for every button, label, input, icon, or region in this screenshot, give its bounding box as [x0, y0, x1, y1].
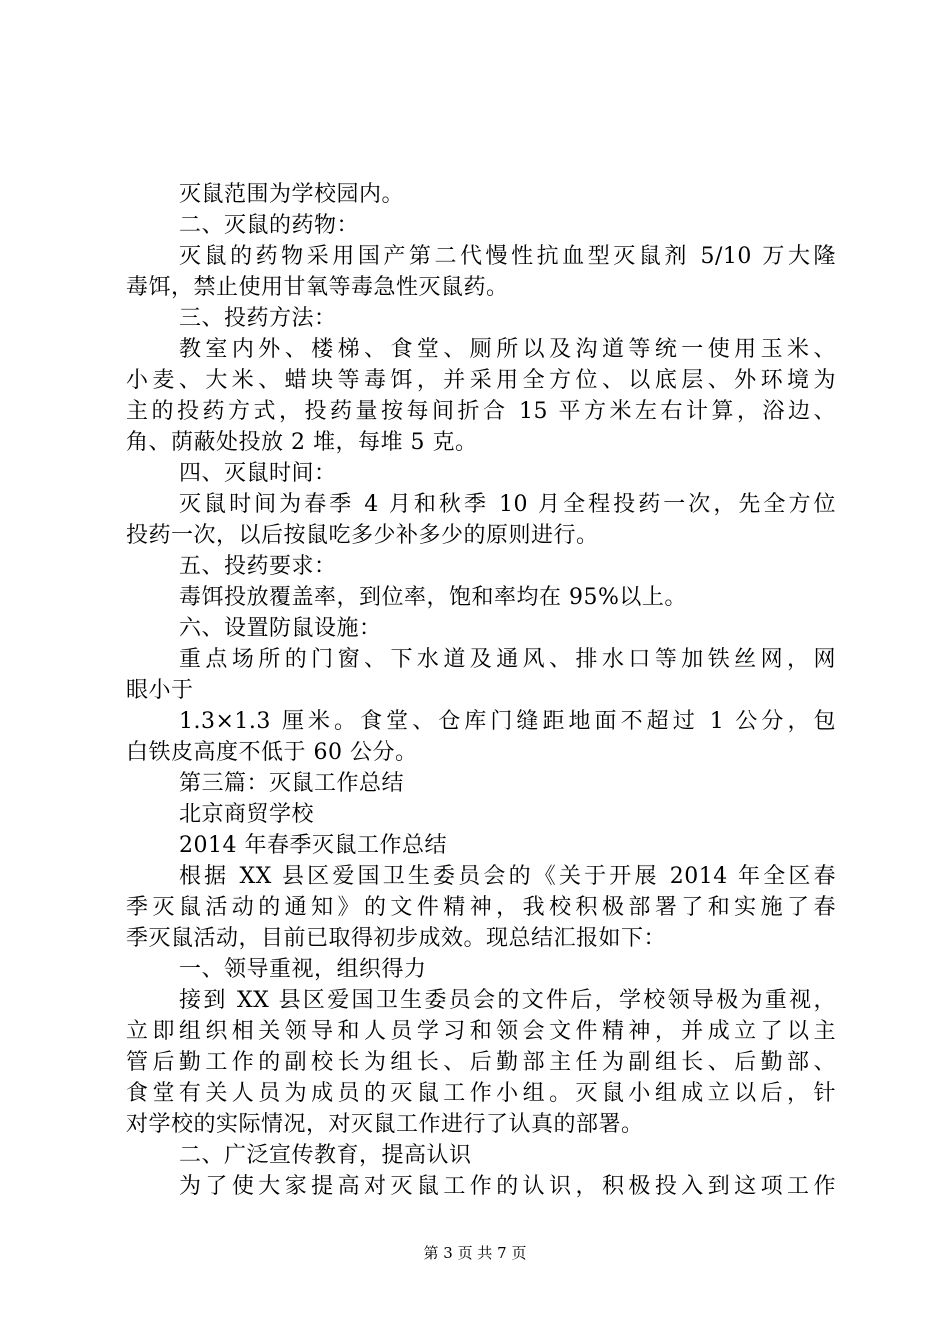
text-line: 管后勤工作的副校长为组长、后勤部主任为副组长、后勤部、: [126, 1050, 836, 1075]
text-line: 灭鼠范围为学校园内。: [179, 182, 405, 207]
text-line: 教室内外、楼梯、食堂、厕所以及沟道等统一使用玉米、: [179, 337, 836, 362]
text-line: 角、荫蔽处投放 2 堆，每堆 5 克。: [126, 430, 478, 455]
text-line: 季灭鼠活动，目前已取得初步成效。现总结汇报如下：: [126, 926, 667, 951]
text-line: 季灭鼠活动的通知》的文件精神，我校积极部署了和实施了春: [126, 895, 836, 920]
report-title: 2014 年春季灭鼠工作总结: [179, 833, 447, 858]
text-line: 灭鼠的药物采用国产第二代慢性抗血型灭鼠剂 5/10 万大隆: [179, 244, 836, 269]
text-line: 立即组织相关领导和人员学习和领会文件精神，并成立了以主: [126, 1019, 836, 1044]
text-line: 灭鼠时间为春季 4 月和秋季 10 月全程投药一次，先全方位: [179, 492, 836, 517]
school-name: 北京商贸学校: [179, 802, 315, 827]
text-line: 毒饵，禁止使用甘氧等毒急性灭鼠药。: [126, 275, 509, 300]
text-line: 白铁皮高度不低于 60 公分。: [126, 740, 418, 765]
section-heading: 五、投药要求：: [179, 554, 337, 579]
section-heading: 六、设置防鼠设施：: [179, 616, 382, 641]
text-line: 食堂有关人员为成员的灭鼠工作小组。灭鼠小组成立以后，针: [126, 1081, 836, 1106]
section-heading: 一、领导重视，组织得力: [179, 957, 427, 982]
text-line: 主的投药方式，投药量按每间折合 15 平方米左右计算，浴边、: [126, 399, 836, 424]
text-line: 重点场所的门窗、下水道及通风、排水口等加铁丝网，网: [179, 647, 836, 672]
text-line: 1.3×1.3 厘米。食堂、仓库门缝距地面不超过 1 公分，包: [179, 709, 836, 734]
section-heading: 二、广泛宣传教育，提高认识: [179, 1143, 472, 1168]
text-line: 毒饵投放覆盖率，到位率，饱和率均在 95%以上。: [179, 585, 687, 610]
text-line: 根据 XX 县区爱国卫生委员会的《关于开展 2014 年全区春: [179, 864, 836, 889]
text-line: 小麦、大米、蜡块等毒饵，并采用全方位、以底层、外环境为: [126, 368, 836, 393]
section-heading: 三、投药方法：: [179, 306, 337, 331]
text-line: 对学校的实际情况，对灭鼠工作进行了认真的部署。: [126, 1112, 644, 1137]
section-heading: 四、灭鼠时间：: [179, 461, 337, 486]
section-heading: 二、灭鼠的药物：: [179, 213, 360, 238]
page-footer: 第 3 页 共 7 页: [423, 1244, 527, 1262]
text-line: 眼小于: [126, 678, 194, 703]
text-line: 为了使大家提高对灭鼠工作的认识，积极投入到这项工作: [179, 1174, 836, 1199]
chapter-heading: 第三篇：灭鼠工作总结: [179, 771, 405, 796]
text-line: 投药一次，以后按鼠吃多少补多少的原则进行。: [126, 523, 599, 548]
text-line: 接到 XX 县区爱国卫生委员会的文件后，学校领导极为重视，: [179, 988, 836, 1013]
